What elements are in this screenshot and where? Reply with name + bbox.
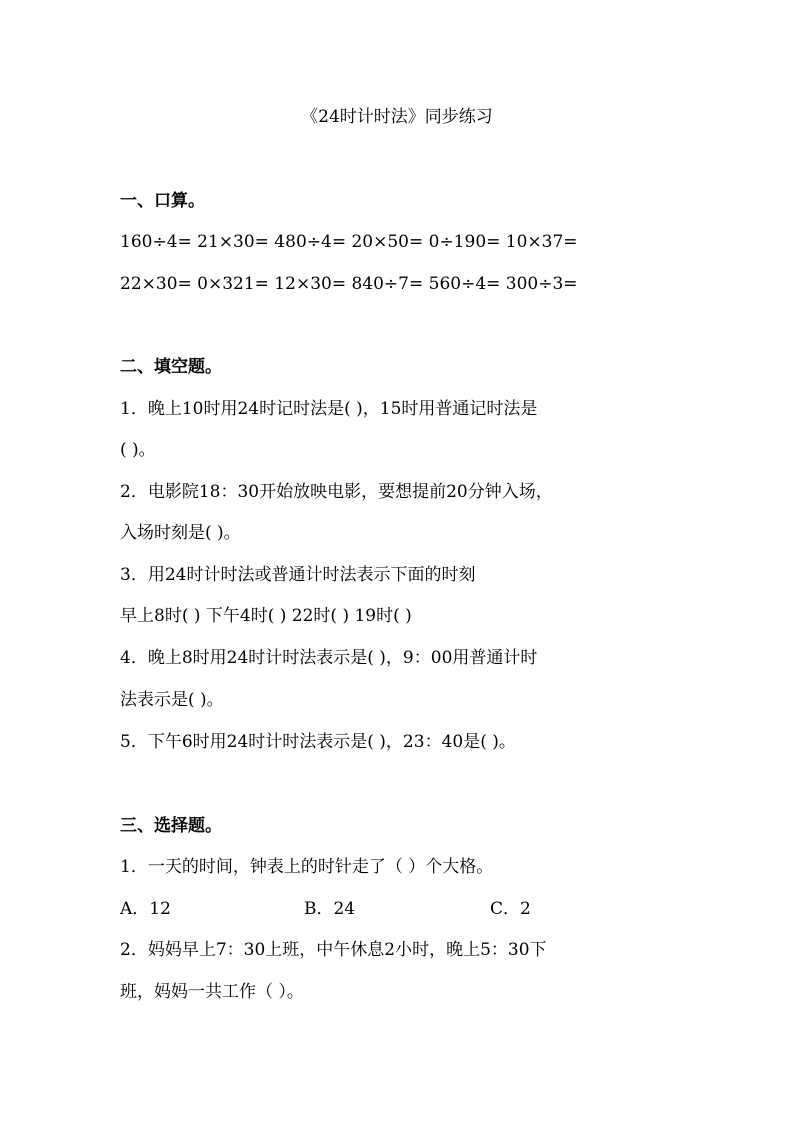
fill-blank-line: ( )。 (120, 440, 156, 460)
page-title: 《24时计时法》同步练习 (301, 107, 493, 127)
choice-question-1: 1．一天的时间，钟表上的时针走了（ ）个大格。 (120, 857, 494, 877)
section-3-heading: 三、选择题。 (120, 816, 222, 836)
fill-blank-line: 2．电影院18：30开始放映电影，要想提前20分钟入场， (120, 482, 553, 502)
choice-option-b: B．24 (304, 899, 356, 919)
mental-math-row-1: 160÷4= 21×30= 480÷4= 20×50= 0÷190= 10×37= (120, 232, 578, 252)
section-2-heading: 二、填空题。 (120, 357, 222, 377)
fill-blank-line: 入场时刻是( )。 (120, 523, 241, 543)
fill-blank-line: 早上8时( ) 下午4时( ) 22时( ) 19时( ) (120, 606, 412, 626)
fill-blank-line: 1．晚上10时用24时记时法是( )，15时用普通记时法是 (120, 399, 538, 419)
fill-blank-line: 3．用24时计时法或普通计时法表示下面的时刻 (120, 565, 476, 585)
choice-option-a: A．12 (120, 899, 171, 919)
fill-blank-line: 5．下午6时用24时计时法表示是( )，23：40是( )。 (120, 732, 516, 752)
mental-math-row-2: 22×30= 0×321= 12×30= 840÷7= 560÷4= 300÷3= (120, 274, 578, 294)
choice-option-c: C．2 (490, 899, 531, 919)
section-1-heading: 一、口算。 (120, 191, 205, 211)
choice-question-2-line-1: 2．妈妈早上7：30上班，中午休息2小时，晚上5：30下 (120, 940, 547, 960)
choice-question-2-line-2: 班，妈妈一共工作（ ）。 (120, 982, 304, 1002)
choice-options-row (120, 898, 531, 920)
fill-blank-line: 4．晚上8时用24时计时法表示是( )，9：00用普通计时 (120, 648, 538, 668)
fill-blank-line: 法表示是( )。 (120, 690, 224, 710)
